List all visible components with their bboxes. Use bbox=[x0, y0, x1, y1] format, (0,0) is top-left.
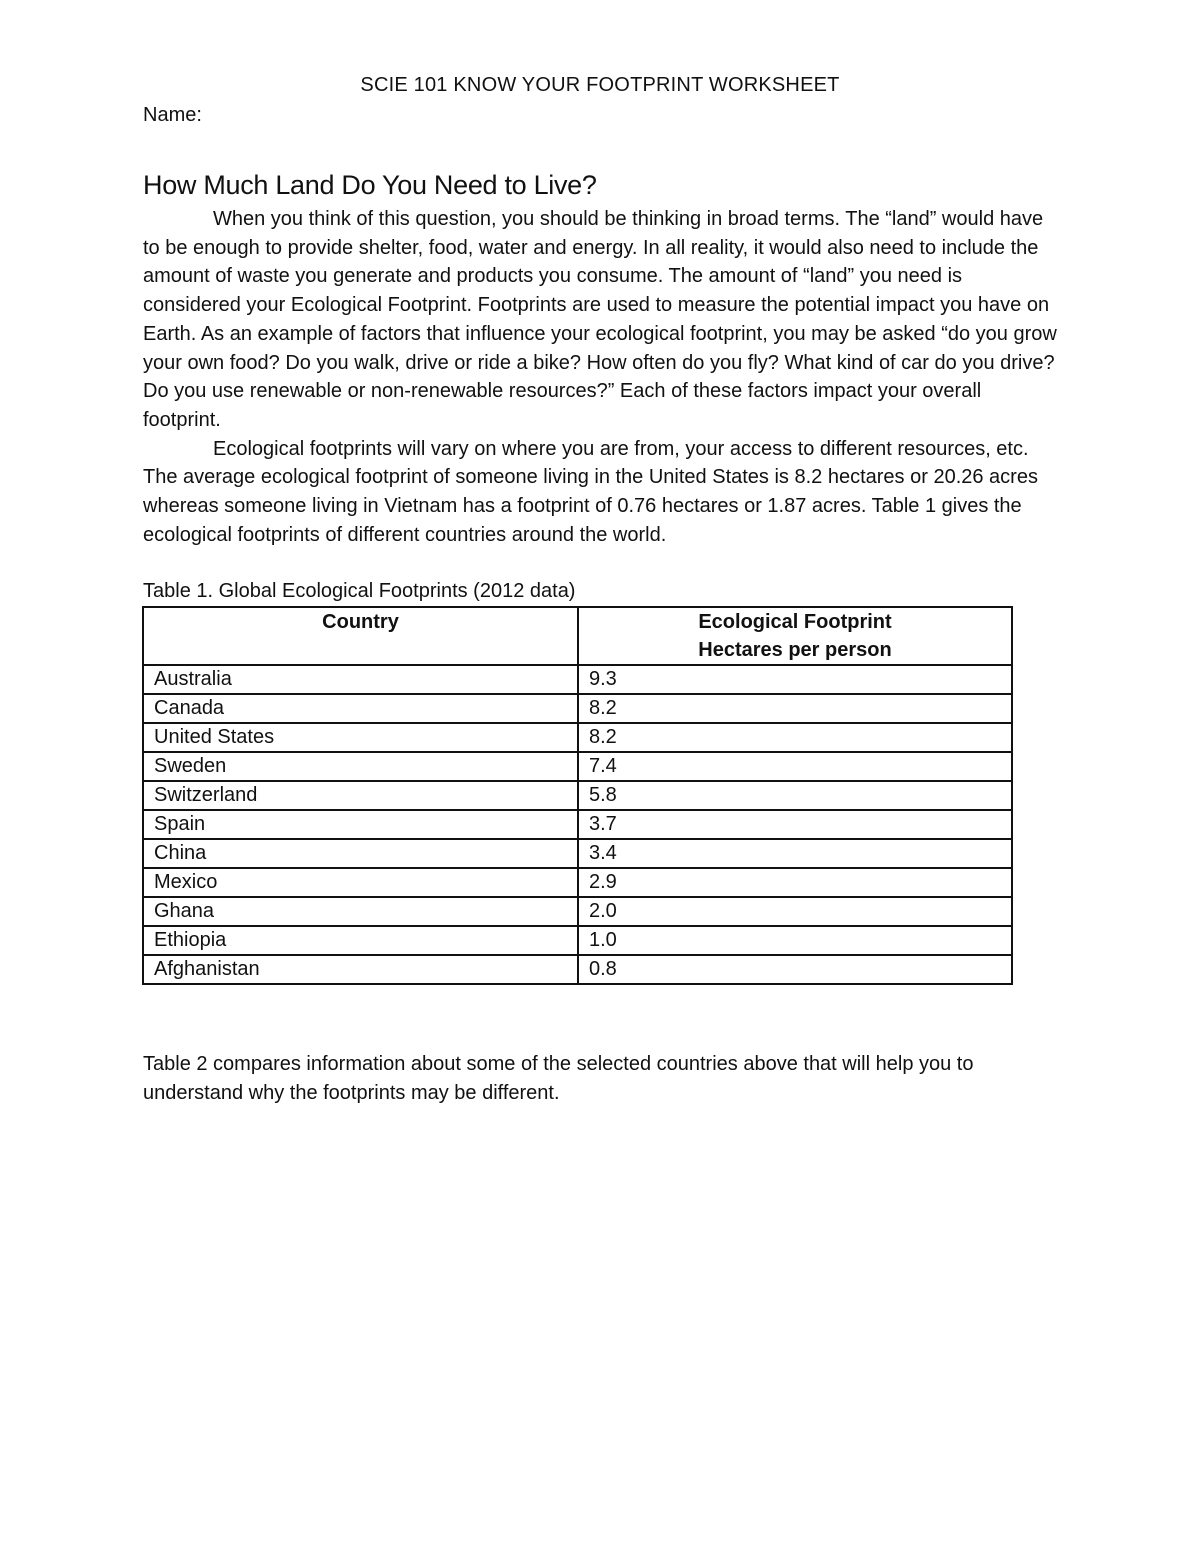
footprint-value-cell: 5.8 bbox=[578, 781, 1012, 810]
table-header bbox=[143, 607, 1012, 665]
table-row bbox=[143, 810, 1012, 839]
table-row bbox=[143, 665, 1012, 694]
table-row bbox=[143, 926, 1012, 955]
table-caption: Table 1. Global Ecological Footprints (2012 data) bbox=[143, 580, 576, 602]
country-cell: Ethiopia bbox=[143, 926, 578, 955]
country-cell: Australia bbox=[143, 665, 578, 694]
country-cell: United States bbox=[143, 723, 578, 752]
country-cell: Mexico bbox=[143, 868, 578, 897]
paragraph-1: When you think of this question, you should be thinking in broad terms. The “land” would have to be enough to provide shelter, food, water and energy. In all reality, it would also need to include the amount of waste you generate and products you consume. The amount of “land” you need is considered your Ecological Footprint. Footprints are used to measure the potential impact you have on Earth. As an example of factors that influence your ecological footprint, you may be asked “do you grow your own food? Do you walk, drive or ride a bike? How often do you fly? What kind of car do you drive? Do you use renewable or non-renewable resources?” Each of these factors impact your overall footprint. bbox=[143, 208, 1057, 431]
header-country-label: Country bbox=[322, 611, 399, 633]
country-cell: Sweden bbox=[143, 752, 578, 781]
header-row bbox=[143, 607, 1012, 665]
footprint-table bbox=[142, 606, 1013, 985]
table-row bbox=[143, 694, 1012, 723]
header-country bbox=[143, 607, 578, 665]
table-row bbox=[143, 955, 1012, 984]
footprint-value-cell: 3.4 bbox=[578, 839, 1012, 868]
table-row bbox=[143, 839, 1012, 868]
worksheet-title: SCIE 101 KNOW YOUR FOOTPRINT WORKSHEET bbox=[360, 74, 840, 96]
footprint-value-cell: 9.3 bbox=[578, 665, 1012, 694]
header-footprint-line1: Ecological Footprint bbox=[698, 611, 892, 633]
footprint-value-cell: 3.7 bbox=[578, 810, 1012, 839]
table-row bbox=[143, 723, 1012, 752]
country-cell: Canada bbox=[143, 694, 578, 723]
name-label: Name: bbox=[143, 104, 202, 126]
footprint-value-cell: 0.8 bbox=[578, 955, 1012, 984]
footprint-value-cell: 8.2 bbox=[578, 723, 1012, 752]
footprint-value-cell: 7.4 bbox=[578, 752, 1012, 781]
header-footprint bbox=[578, 607, 1012, 665]
footprint-value-cell: 2.9 bbox=[578, 868, 1012, 897]
table-2-intro: Table 2 compares information about some of the selected countries above that will help you to understand why the footprints may be different. bbox=[143, 1053, 974, 1104]
table-row bbox=[143, 781, 1012, 810]
intro-text bbox=[143, 205, 1063, 549]
country-cell: Ghana bbox=[143, 897, 578, 926]
country-cell: Spain bbox=[143, 810, 578, 839]
section-heading: How Much Land Do You Need to Live? bbox=[143, 170, 597, 200]
footprint-value-cell: 2.0 bbox=[578, 897, 1012, 926]
footprint-value-cell: 1.0 bbox=[578, 926, 1012, 955]
country-cell: China bbox=[143, 839, 578, 868]
country-cell: Afghanistan bbox=[143, 955, 578, 984]
table-row bbox=[143, 752, 1012, 781]
footprint-value-cell: 8.2 bbox=[578, 694, 1012, 723]
table-row bbox=[143, 868, 1012, 897]
paragraph-2: Ecological footprints will vary on where you are from, your access to different resources, etc. The average ecological footprint of someone living in the United States is 8.2 hectares or 20.26 acres whereas someone living in Vietnam has a footprint of 0.76 hectares or 1.87 acres. Table 1 gives the ecological footprints of different countries around the world. bbox=[143, 437, 1038, 546]
table-body bbox=[143, 665, 1012, 984]
table-row bbox=[143, 897, 1012, 926]
header-footprint-line2: Hectares per person bbox=[698, 639, 892, 661]
country-cell: Switzerland bbox=[143, 781, 578, 810]
